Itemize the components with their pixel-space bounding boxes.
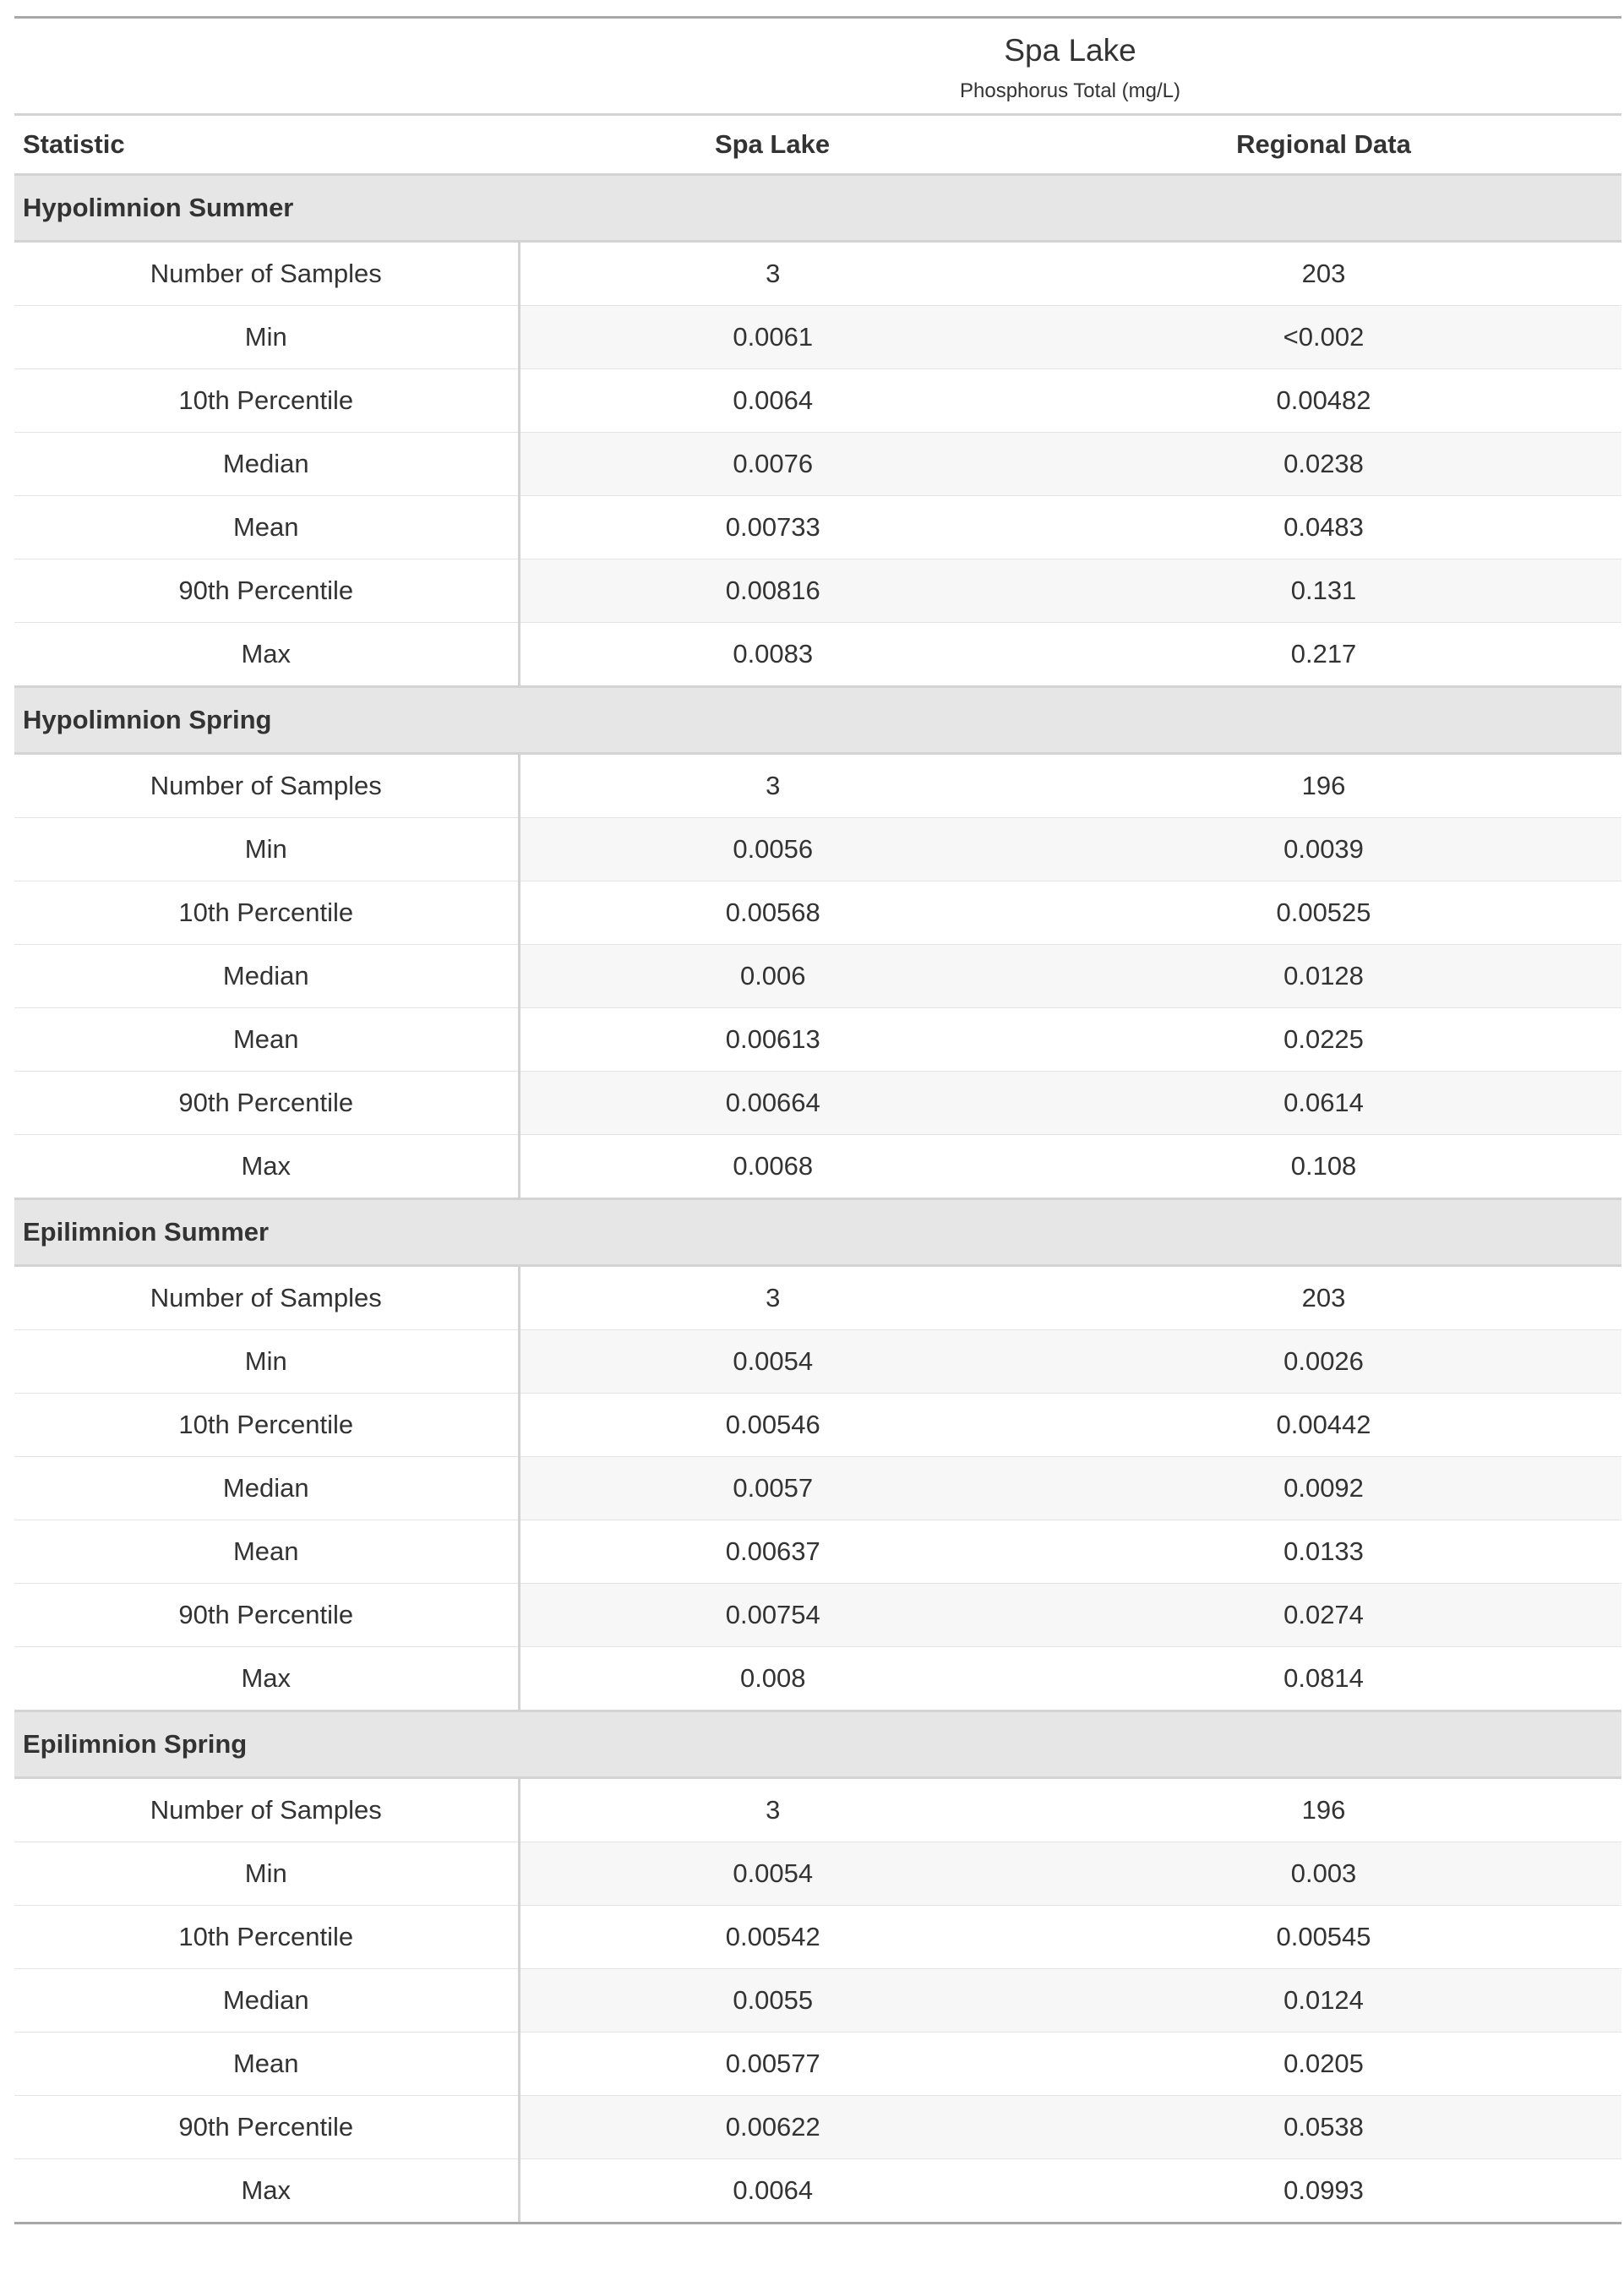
statistic-cell: 10th Percentile [14,369,519,433]
table-row [14,1457,1621,1520]
table-row [14,496,1621,559]
table-row [14,559,1621,623]
regional-value-cell: 0.0274 [1026,1584,1621,1647]
regional-value-cell: 0.0039 [1026,818,1621,881]
lake-value-cell: 0.00568 [519,881,1026,945]
table-row [14,1647,1621,1711]
regional-value-cell: 0.00525 [1026,881,1621,945]
statistic-cell: Mean [14,1520,519,1584]
group-label: Hypolimnion Spring [14,687,1621,754]
regional-value-cell: 203 [1026,242,1621,306]
regional-value-cell: 0.00442 [1026,1394,1621,1457]
statistic-cell: Min [14,818,519,881]
lake-value-cell: 0.0064 [519,369,1026,433]
statistic-cell: Max [14,1135,519,1199]
table-row [14,881,1621,945]
statistic-cell: Max [14,2159,519,2224]
statistic-cell: 10th Percentile [14,1394,519,1457]
statistic-cell: Mean [14,2033,519,2096]
table-row [14,1778,1621,1842]
table-title: Spa Lake [1004,33,1136,68]
statistic-cell: Median [14,433,519,496]
regional-value-cell: 203 [1026,1266,1621,1330]
table-row [14,369,1621,433]
statistic-cell: Number of Samples [14,1266,519,1330]
table-row [14,306,1621,369]
table-row [14,242,1621,306]
regional-value-cell: 0.0814 [1026,1647,1621,1711]
lake-value-cell: 0.0083 [519,623,1026,687]
lake-value-cell: 0.00754 [519,1584,1026,1647]
statistic-cell: Min [14,306,519,369]
regional-value-cell: 0.0225 [1026,1008,1621,1072]
table-row [14,818,1621,881]
group-label: Hypolimnion Summer [14,175,1621,242]
statistic-cell: Min [14,1842,519,1906]
group-row [14,175,1621,242]
lake-value-cell: 0.0061 [519,306,1026,369]
subtitle-row [14,69,1621,115]
regional-value-cell: 0.003 [1026,1842,1621,1906]
statistic-cell: 10th Percentile [14,1906,519,1969]
column-header-regional: Regional Data [1026,115,1621,175]
table-body [14,175,1621,2224]
regional-value-cell: 0.108 [1026,1135,1621,1199]
table-row [14,945,1621,1008]
table-row [14,1008,1621,1072]
regional-value-cell: 0.0128 [1026,945,1621,1008]
lake-value-cell: 0.0064 [519,2159,1026,2224]
regional-value-cell: 0.0993 [1026,2159,1621,2224]
column-header-statistic: Statistic [14,115,519,175]
column-header-row [14,115,1621,175]
group-row [14,1199,1621,1266]
lake-value-cell: 3 [519,1266,1026,1330]
table-row [14,2033,1621,2096]
regional-value-cell: 0.0026 [1026,1330,1621,1394]
lake-value-cell: 0.0068 [519,1135,1026,1199]
statistic-cell: Median [14,945,519,1008]
regional-value-cell: 0.0133 [1026,1520,1621,1584]
regional-value-cell: 196 [1026,1778,1621,1842]
table-row [14,1394,1621,1457]
group-label: Epilimnion Spring [14,1711,1621,1778]
title-row [14,18,1621,70]
table-row [14,1906,1621,1969]
table-row [14,1842,1621,1906]
lake-value-cell: 0.00622 [519,2096,1026,2159]
table-row [14,1969,1621,2033]
statistic-cell: 10th Percentile [14,881,519,945]
statistic-cell: 90th Percentile [14,2096,519,2159]
regional-value-cell: 0.00482 [1026,369,1621,433]
summary-statistics-table [14,16,1621,2224]
table-row [14,754,1621,818]
summary-table-container [14,16,1621,2224]
table-row [14,1584,1621,1647]
statistic-cell: Mean [14,496,519,559]
lake-value-cell: 3 [519,754,1026,818]
regional-value-cell: 0.0092 [1026,1457,1621,1520]
group-label: Epilimnion Summer [14,1199,1621,1266]
table-title-cell [519,18,1621,70]
statistic-cell: Max [14,623,519,687]
lake-value-cell: 0.00637 [519,1520,1026,1584]
table-row [14,623,1621,687]
regional-value-cell: <0.002 [1026,306,1621,369]
table-subtitle: Phosphorus Total (mg/L) [959,79,1181,102]
title-spacer [14,18,519,70]
statistic-cell: Number of Samples [14,1778,519,1842]
lake-value-cell: 0.00664 [519,1072,1026,1135]
column-header-lake: Spa Lake [519,115,1026,175]
table-row [14,433,1621,496]
statistic-cell: 90th Percentile [14,1072,519,1135]
table-row [14,2096,1621,2159]
lake-value-cell: 0.00577 [519,2033,1026,2096]
table-row [14,1330,1621,1394]
regional-value-cell: 0.0205 [1026,2033,1621,2096]
statistic-cell: 90th Percentile [14,1584,519,1647]
lake-value-cell: 0.0055 [519,1969,1026,2033]
statistic-cell: Max [14,1647,519,1711]
lake-value-cell: 0.00816 [519,559,1026,623]
lake-value-cell: 0.00542 [519,1906,1026,1969]
lake-value-cell: 3 [519,242,1026,306]
regional-value-cell: 0.217 [1026,623,1621,687]
table-row [14,2159,1621,2224]
regional-value-cell: 0.0124 [1026,1969,1621,2033]
statistic-cell: Number of Samples [14,242,519,306]
regional-value-cell: 0.0538 [1026,2096,1621,2159]
table-header [14,18,1621,175]
table-row [14,1072,1621,1135]
regional-value-cell: 0.0238 [1026,433,1621,496]
regional-value-cell: 0.131 [1026,559,1621,623]
regional-value-cell: 0.00545 [1026,1906,1621,1969]
statistic-cell: 90th Percentile [14,559,519,623]
regional-value-cell: 196 [1026,754,1621,818]
group-row [14,1711,1621,1778]
lake-value-cell: 0.0076 [519,433,1026,496]
statistic-cell: Min [14,1330,519,1394]
lake-value-cell: 0.00613 [519,1008,1026,1072]
statistic-cell: Median [14,1969,519,2033]
subtitle-spacer [14,69,519,115]
statistic-cell: Median [14,1457,519,1520]
lake-value-cell: 0.006 [519,945,1026,1008]
table-row [14,1520,1621,1584]
lake-value-cell: 3 [519,1778,1026,1842]
statistic-cell: Number of Samples [14,754,519,818]
table-subtitle-cell [519,69,1621,115]
lake-value-cell: 0.0054 [519,1330,1026,1394]
lake-value-cell: 0.008 [519,1647,1026,1711]
statistic-cell: Mean [14,1008,519,1072]
lake-value-cell: 0.0054 [519,1842,1026,1906]
lake-value-cell: 0.0057 [519,1457,1026,1520]
lake-value-cell: 0.00546 [519,1394,1026,1457]
regional-value-cell: 0.0614 [1026,1072,1621,1135]
lake-value-cell: 0.00733 [519,496,1026,559]
table-row [14,1135,1621,1199]
table-row [14,1266,1621,1330]
regional-value-cell: 0.0483 [1026,496,1621,559]
group-row [14,687,1621,754]
lake-value-cell: 0.0056 [519,818,1026,881]
